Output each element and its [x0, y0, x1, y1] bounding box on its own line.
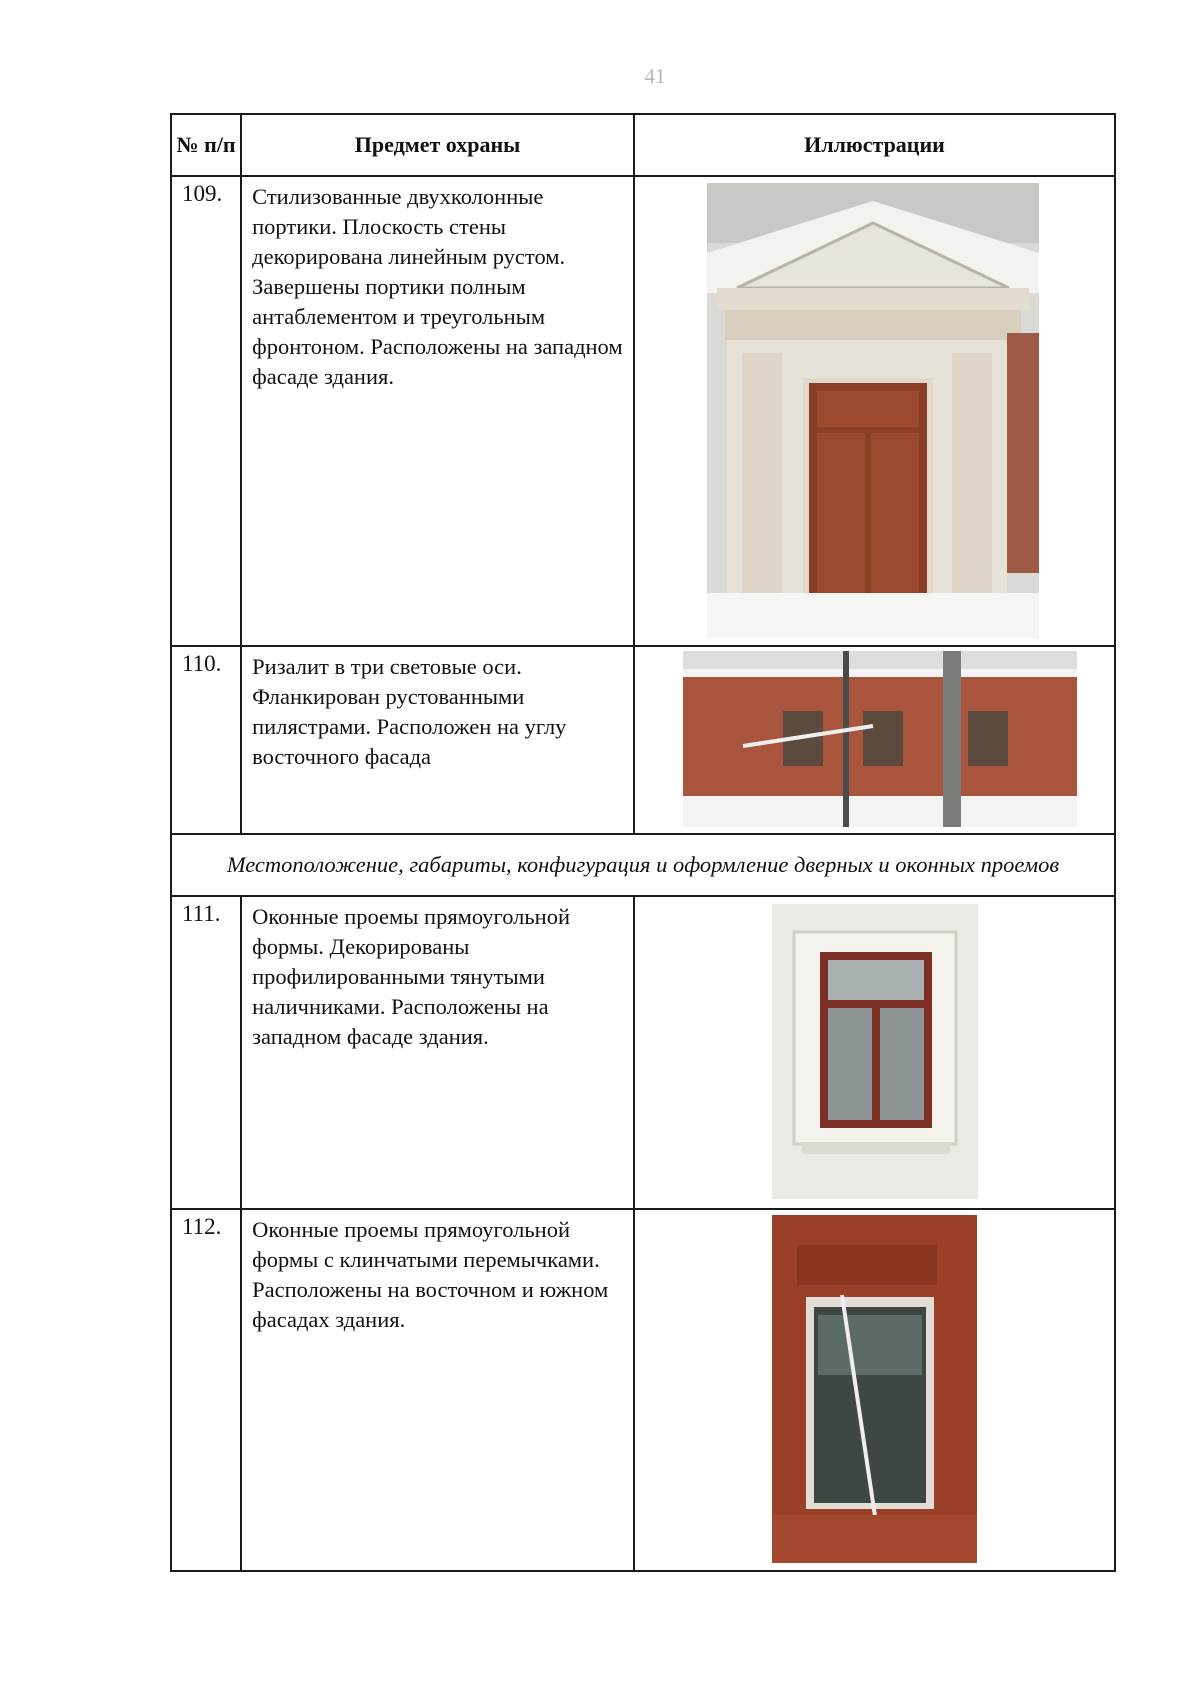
portico-door-photo: [707, 183, 1039, 638]
table-row: [171, 646, 1115, 834]
row-description: Оконные проемы прямоугольной формы с клинчатыми перемычками. Расположены на восточном и южном фасадах здания.: [241, 1209, 634, 1571]
header-illustrations: Иллюстрации: [634, 114, 1115, 176]
header-subject: Предмет охраны: [241, 114, 634, 176]
table-row: [171, 176, 1115, 646]
header-number: № п/п: [171, 114, 241, 176]
section-row: [171, 834, 1115, 896]
illustration-cell: [634, 646, 1115, 834]
row-description: Стилизованные двухколонные портики. Плоскость стены декорирована линейным рустом. Завершены портики полным антаблементом и треугольным фронтоном. Расположены на западном фасаде здания.: [241, 176, 634, 646]
row-description: Ризалит в три световые оси. Фланкирован рустованными пилястрами. Расположен на углу восточного фасада: [241, 646, 634, 834]
illustration-cell: [634, 176, 1115, 646]
row-description: Оконные проемы прямоугольной формы. Декорированы профилированными тянутыми наличниками. Расположены на западном фасаде здания.: [241, 896, 634, 1209]
row-number: 112.: [171, 1209, 241, 1571]
white-window-photo: [772, 904, 978, 1199]
brick-risalit-photo: [683, 651, 1077, 827]
illustration-cell: [634, 896, 1115, 1209]
illustration-cell: [634, 1209, 1115, 1571]
table-header-row: [171, 114, 1115, 176]
section-title: Местоположение, габариты, конфигурация и оформление дверных и оконных проемов: [171, 834, 1115, 896]
page-number: 41: [644, 64, 666, 88]
table-row: [171, 896, 1115, 1209]
row-number: 111.: [171, 896, 241, 1209]
row-number: 110.: [171, 646, 241, 834]
brick-window-photo: [772, 1215, 977, 1563]
row-number: 109.: [171, 176, 241, 646]
protection-table: [170, 113, 1116, 1572]
table-row: [171, 1209, 1115, 1571]
